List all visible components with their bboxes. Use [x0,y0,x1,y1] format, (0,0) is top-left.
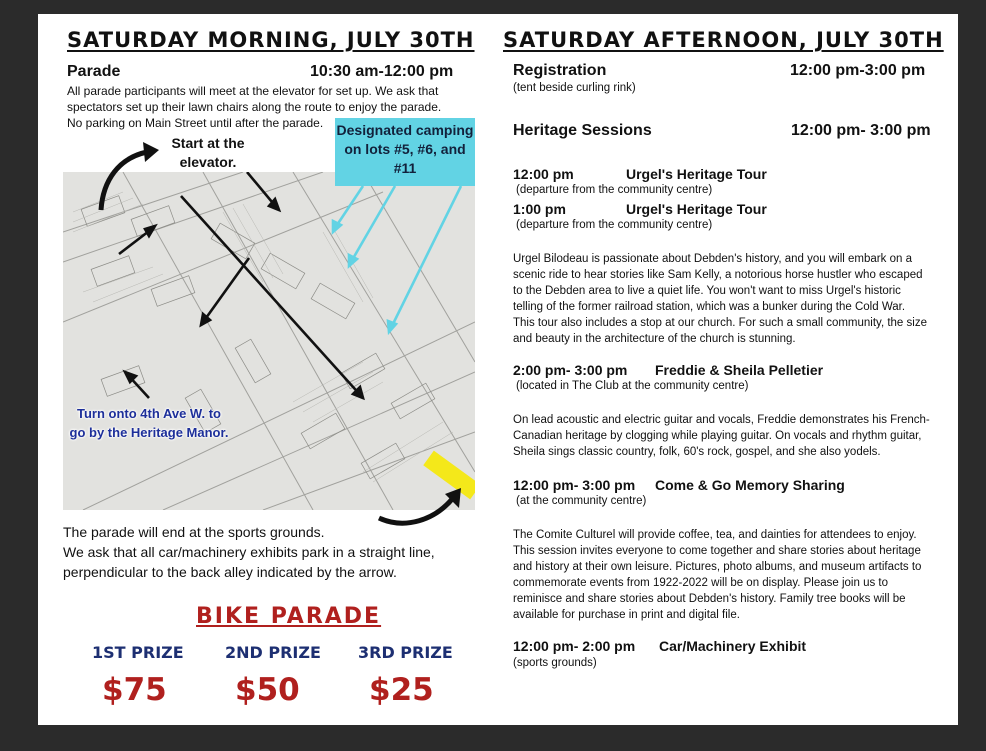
desc-line: Canadian heritage by clogging while playing guitar. On vocals and rhythm guitar, [513,430,922,442]
memory-title: Come & Go Memory Sharing [655,477,845,493]
start-label: Start at the elevator. [171,135,245,170]
freddie-description [513,412,930,460]
heritage-time: 12:00 pm- 3:00 pm [791,122,931,139]
camping-callout: Designated camping on lots #5, #6, and #11 [335,118,475,186]
desc-line: and beauty in the architecture of the church is stunning. [513,333,796,345]
tour2-time: 1:00 pm [513,201,566,217]
turn-label: Turn onto 4th Ave W. to go by the Heritage Manor. [69,406,229,440]
freddie-time: 2:00 pm- 3:00 pm [513,362,628,378]
desc-line: scenic ride to hear stories like Sam Kelly, a notorious horse hustler who escaped [513,269,923,281]
prize-label: 2ND PRIZE [225,643,321,662]
tour2-title: Urgel's Heritage Tour [626,201,767,217]
car-time: 12:00 pm- 2:00 pm [513,638,636,654]
car-title: Car/Machinery Exhibit [659,638,807,654]
prize-label: 3RD PRIZE [358,643,453,662]
memory-location: (at the community centre) [516,495,647,507]
registration-title: Registration [513,62,607,79]
town-map-drawing [63,172,475,510]
freddie-location: (located in The Club at the community centre) [516,380,749,392]
freddie-title: Freddie & Sheila Pelletier [655,362,824,378]
desc-line: commemorate events from 1922-2022 will be on display. Please join us to [513,577,889,589]
curved-arrow-icon [95,140,165,215]
parade-desc-line: No parking on Main Street until after the parade. [67,116,324,130]
parade-route-map [63,172,475,510]
desc-line: This tour also includes a stop at our church. For such a small community, the size [513,317,927,329]
desc-line: Sheila sings classic country, folk, 60's rock, gospel, and she also yodels. [513,446,881,458]
morning-heading: SATURDAY MORNING, JULY 30TH [67,28,475,52]
parade-end-line: perpendicular to the back alley indicated by the arrow. [63,564,397,580]
desc-line: This session invites everyone to come together and share stories about heritage [513,545,921,557]
tour1-time: 12:00 pm [513,166,574,182]
alley-arrow-icon [375,480,470,530]
desc-line: to the Debden area to live a quiet life. You won't want to miss Urgel's historic [513,285,901,297]
memory-time: 12:00 pm- 3:00 pm [513,477,636,493]
registration-time: 12:00 pm-3:00 pm [790,62,926,79]
parade-time: 10:30 am-12:00 pm [310,63,454,80]
afternoon-heading: SATURDAY AFTERNOON, JULY 30TH [503,28,944,52]
registration-location: (tent beside curling rink) [513,82,636,94]
parade-end-line: We ask that all car/machinery exhibits park in a straight line, [63,544,435,560]
heritage-title: Heritage Sessions [513,122,652,139]
desc-line: available for purchase in print and digital file. [513,609,740,621]
desc-line: The Comite Culturel will provide coffee, tea, and dainties for attendees to enjoy. [513,529,917,541]
tour2-location: (departure from the community centre) [516,219,713,231]
car-location: (sports grounds) [513,657,597,669]
desc-line: reminisce and share stories about Debden's history. Family tree books will be [513,593,906,605]
desc-line: and history at their own leisure. Pictures, photo albums, and museum artifacts to [513,561,922,573]
prize-amount: $75 [102,672,167,708]
parade-desc-line: spectators set up their lawn chairs along the route to enjoy the parade. [67,100,442,114]
prize-amount: $50 [235,672,300,708]
parade-desc-line: All parade participants will meet at the elevator for set up. We ask that [67,84,439,98]
desc-line: Urgel Bilodeau is passionate about Debden's history, and you will embark on a [513,253,912,265]
bike-parade-title: BIKE PARADE [196,604,382,629]
tour1-title: Urgel's Heritage Tour [626,166,767,182]
desc-line: telling of the former railroad station, which was a bunker during the Cold War. [513,301,906,313]
tour1-location: (departure from the community centre) [516,184,713,196]
parade-end-line: The parade will end at the sports grounds. [63,524,325,540]
tour-description [513,251,927,347]
prize-label: 1ST PRIZE [92,643,184,662]
prize-amount: $25 [369,672,434,708]
memory-description [513,527,921,623]
desc-line: On lead acoustic and electric guitar and vocals, Freddie demonstrates his French- [513,414,930,426]
parade-title: Parade [67,63,121,80]
